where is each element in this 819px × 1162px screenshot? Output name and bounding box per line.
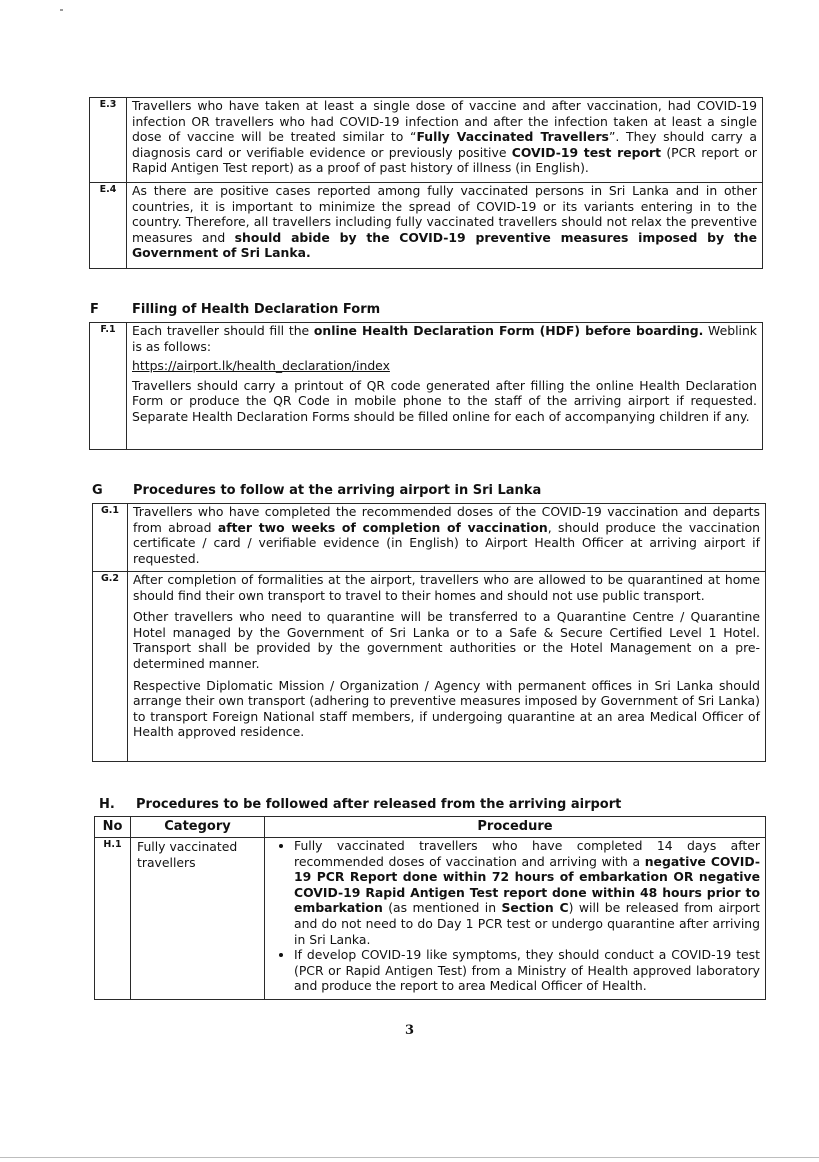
page-number: 3 — [404, 1023, 415, 1038]
row-code: E.3 — [90, 98, 127, 183]
text-run: ) will be released from airport and do not need to do Day 1 PCR test or undergo quarantine after arriving in Sri Lanka. — [294, 900, 761, 947]
header-category: Category — [131, 817, 265, 838]
text-run: If develop COVID-19 like symptoms, they should conduct a COVID-19 test (PCR or Rapid Antigen Test) from a Ministry of Health approved laboratory and produce the report to area Medical Officer of Health. — [294, 947, 760, 994]
header-no: No — [95, 817, 131, 838]
bold-text: after two weeks of completion of vaccination — [217, 519, 548, 535]
bold-text: Fully Vaccinated Travellers — [416, 129, 609, 145]
text-run: Each traveller should fill the — [132, 323, 314, 338]
row-code: H.1 — [95, 838, 131, 1000]
text-run: Respective Diplomatic Mission / Organization / Agency with permanent offices in Sri Lanka should arrange their own transport (adhering to preventive measures imposed by Government of Sri Lanka) to transport Foreign National staff members, if undergoing quarantine at an area Medical Officer of Health approved residence. — [133, 677, 760, 740]
row-code: G.2 — [93, 572, 128, 762]
table-row — [93, 504, 766, 572]
text-run: Weblink is as follows: — [132, 323, 757, 354]
text-run: Fully vaccinated travellers who have completed 14 days after recommended doses of vaccination and arriving with a — [294, 838, 760, 869]
paragraph — [133, 678, 760, 740]
row-procedure — [265, 838, 766, 1000]
bold-text: COVID-19 test report — [511, 144, 662, 160]
text-run: Travellers who have taken at least a single dose of vaccine and after vaccination, had COVID-19 infection OR travellers who had COVID-19 infection and after the infection taken at least a single dose of vaccine will be treated similar to “ — [132, 98, 757, 145]
section-f-table — [89, 322, 763, 450]
note-text: Travellers should carry a printout of QR code generated after filling the online Health Declaration Form or produce the QR Code in mobile phone to the staff of the arriving airport if requested. Separate Health Declaration Forms should be filled online for each of accompanying children if any. — [132, 377, 757, 424]
hdf-weblink[interactable]: https://airport.lk/health_declaration/index — [132, 358, 390, 374]
table-row — [90, 183, 763, 269]
row-text — [128, 572, 766, 762]
intro-text — [132, 323, 757, 354]
row-category: Fully vaccinated travellers — [131, 838, 265, 1000]
table-header-row — [95, 817, 766, 838]
section-letter: F — [90, 302, 99, 317]
paragraph — [133, 572, 760, 603]
section-e-table — [89, 97, 763, 269]
text-run: , should produce the vaccination certificate / card / verifiable evidence (in English) to Airport Health Officer at arriving airport if requested. — [133, 519, 761, 566]
section-g-table — [92, 503, 766, 762]
section-title: Filling of Health Declaration Form — [132, 302, 381, 317]
row-text — [127, 323, 763, 450]
section-title: Procedures to be followed after released from the arriving airport — [136, 797, 622, 812]
procedure-list — [265, 838, 765, 994]
table-row — [93, 572, 766, 762]
row-code: E.4 — [90, 183, 127, 269]
scan-artifact — [60, 9, 63, 11]
section-title: Procedures to follow at the arriving airport in Sri Lanka — [133, 483, 542, 498]
bold-text: negative COVID-19 PCR Report done within 72 hours of embarkation OR negative COVID-19 Rapid Antigen Test report done within 48 hours prior to embarkation — [294, 853, 760, 916]
section-letter: H. — [99, 797, 115, 812]
text-run: As there are positive cases reported among fully vaccinated persons in Sri Lanka and in other countries, it is important to minimize the spread of COVID-19 or its variants entering in to the country. Therefore, all travellers including fully vaccinated travellers should not relax the preventive measures and — [132, 183, 757, 245]
text-run: Travellers who have completed the recommended doses of the COVID-19 vaccination and departs from abroad — [133, 504, 760, 535]
bold-text: Section C — [501, 900, 569, 916]
list-item — [294, 947, 760, 994]
header-procedure: Procedure — [265, 817, 766, 838]
section-h-table — [94, 816, 766, 1000]
row-text — [128, 504, 766, 572]
table-row — [90, 323, 763, 450]
section-letter: G — [92, 483, 103, 498]
row-code: G.1 — [93, 504, 128, 572]
bold-text: should abide by the COVID-19 preventive measures imposed by the Government of Sri Lanka. — [132, 229, 757, 261]
row-code: F.1 — [90, 323, 127, 450]
text-run: After completion of formalities at the airport, travellers who are allowed to be quarantined at home should find their own transport to travel to their homes and should not use public transport. — [133, 572, 760, 603]
text-run: ”. They should carry a diagnosis card or verifiable evidence or previously positive — [132, 129, 757, 160]
table-row — [90, 98, 763, 183]
text-run: Other travellers who need to quarantine will be transferred to a Quarantine Centre / Quarantine Hotel managed by the Government of Sri Lanka or to a Safe & Secure Certified Level 1 Hotel. Transport shall be provided by the government authorities or the Hotel Management on a pre-determined manner. — [133, 609, 760, 671]
row-text — [127, 183, 763, 269]
scan-edge-line — [0, 1157, 819, 1158]
paragraph — [133, 609, 760, 671]
text-run: (PCR report or Rapid Antigen Test report) as a proof of past history of illness (in English). — [132, 144, 758, 176]
paragraph — [133, 504, 760, 566]
bold-text: online Health Declaration Form (HDF) before boarding. — [313, 323, 704, 338]
text-run: (as mentioned in — [382, 900, 502, 916]
table-row — [95, 838, 766, 1000]
list-item — [294, 838, 760, 947]
row-text — [127, 98, 763, 183]
